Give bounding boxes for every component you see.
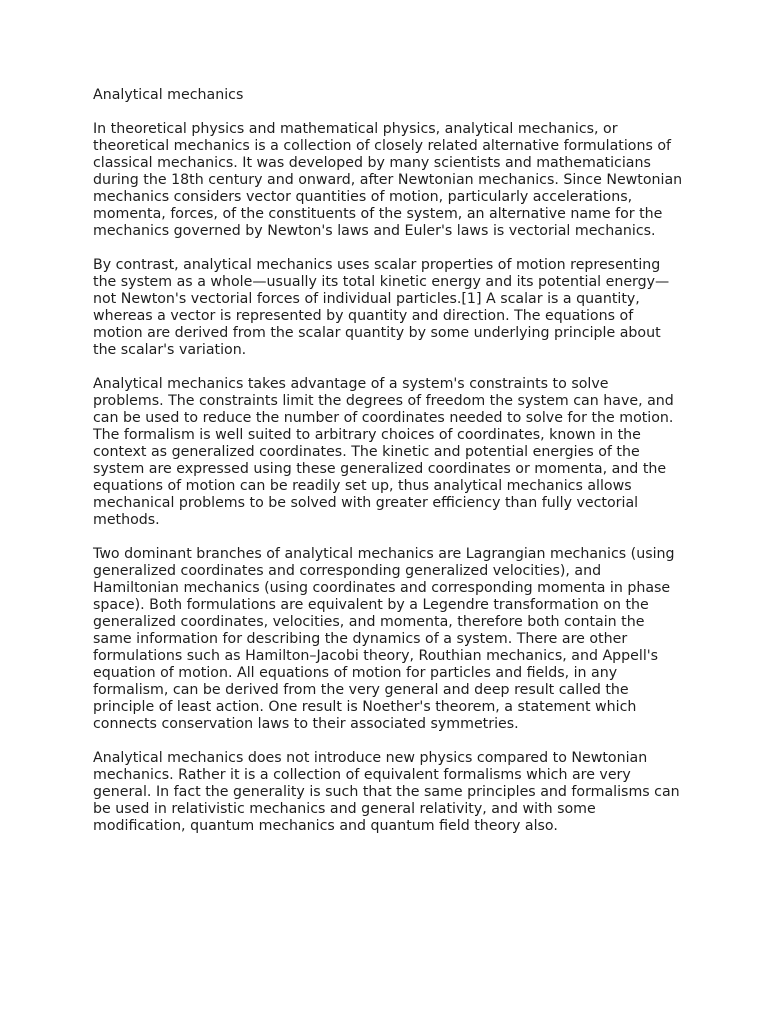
document-body bbox=[93, 87, 683, 852]
paragraph-generality: Analytical mechanics does not introduce new physics compared to Newtonian mechanics. Rather it is a collection of equivalent formalisms which are very general. In fact the generality is such that the same principles and formalisms can be used in relativistic mechanics and general relativity, and with some modification, quantum mechanics and quantum field theory also. bbox=[93, 750, 680, 834]
paragraph-branches: Two dominant branches of analytical mechanics are Lagrangian mechanics (using generalized coordinates and corresponding generalized velocities), and Hamiltonian mechanics (using coordinates and corresponding momenta in phase space). Both formulations are equivalent by a Legendre transformation on the generalized coordinates, velocities, and momenta, therefore both contain the same information for describing the dynamics of a system. There are other formulations such as Hamilton–Jacobi theory, Routhian mechanics, and Appell's equation of motion. All equations of motion for particles and fields, in any formalism, can be derived from the very general and deep result called the principle of least action. One result is Noether's theorem, a statement which connects conservation laws to their associated symmetries. bbox=[93, 546, 675, 732]
document-title: Analytical mechanics bbox=[93, 87, 244, 103]
paragraph-constraints: Analytical mechanics takes advantage of a system's constraints to solve problems. The constraints limit the degrees of freedom the system can have, and can be used to reduce the number of coordinates needed to solve for the motion. The formalism is well suited to arbitrary choices of coordinates, known in the context as generalized coordinates. The kinetic and potential energies of the system are expressed using these generalized coordinates or momenta, and the equations of motion can be readily set up, thus analytical mechanics allows mechanical problems to be solved with greater efficiency than fully vectorial methods. bbox=[93, 376, 674, 528]
paragraph-intro: In theoretical physics and mathematical physics, analytical mechanics, or theoretical mechanics is a collection of closely related alternative formulations of classical mechanics. It was developed by many scientists and mathematicians during the 18th century and onward, after Newtonian mechanics. Since Newtonian mechanics considers vector quantities of motion, particularly accelerations, momenta, forces, of the constituents of the system, an alternative name for the mechanics governed by Newton's laws and Euler's laws is vectorial mechanics. bbox=[93, 121, 683, 239]
paragraph-scalar-properties: By contrast, analytical mechanics uses scalar properties of motion representing the system as a whole—usually its total kinetic energy and its potential energy—not Newton's vectorial forces of individual particles.[1] A scalar is a quantity, whereas a vector is represented by quantity and direction. The equations of motion are derived from the scalar quantity by some underlying principle about the scalar's variation. bbox=[93, 257, 670, 358]
